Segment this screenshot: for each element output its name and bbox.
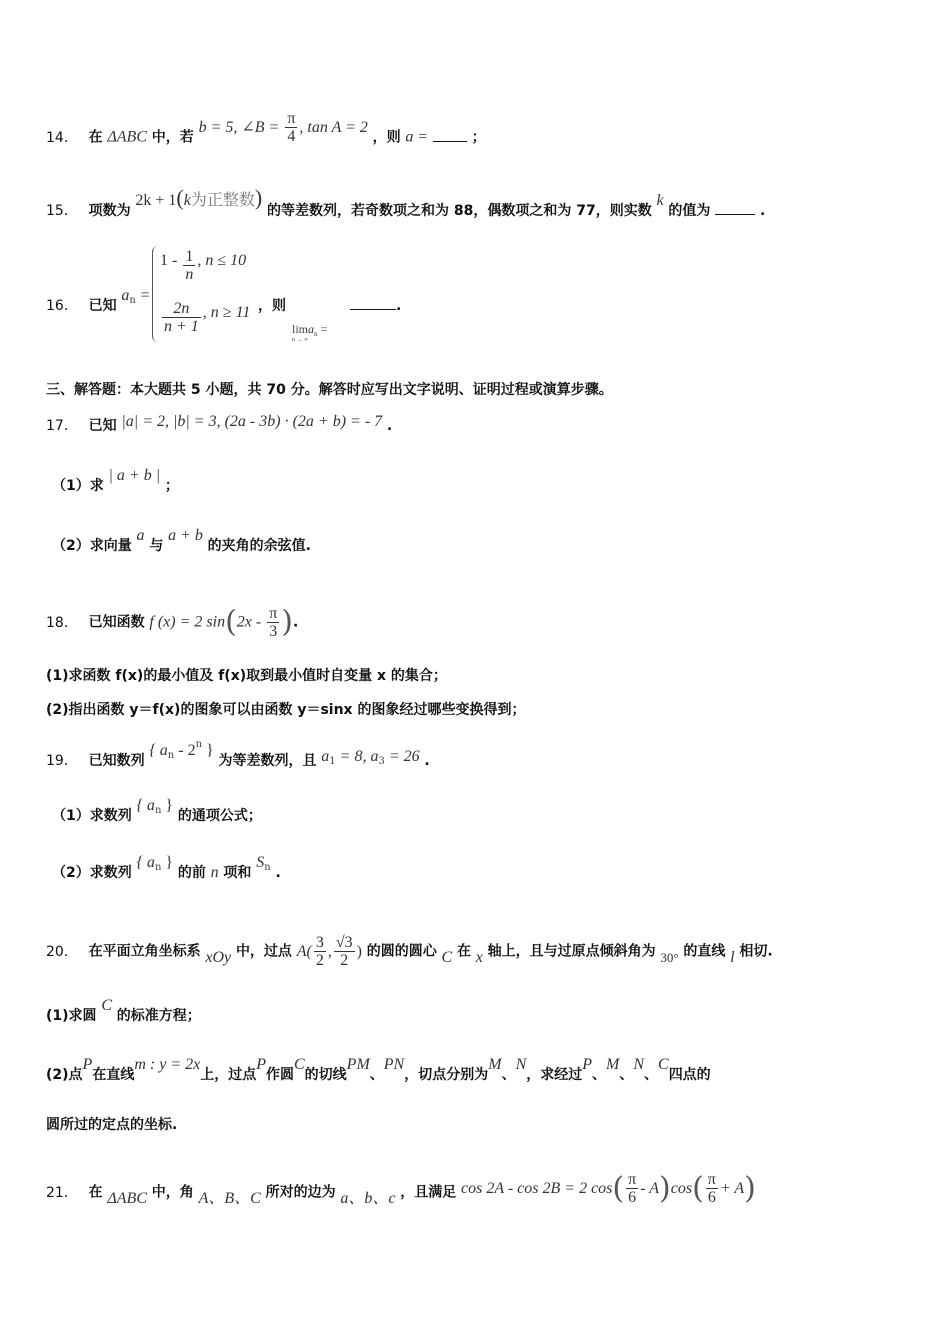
sequence-definition: $a_n$ =	[121, 287, 150, 306]
triangle-symbol: ΔABC	[107, 128, 147, 146]
piece-2: $\frac{2n}{n + 1}$ , n ≥ 11	[164, 300, 251, 335]
question-18-part-1: (1)求函数 f(x)的最小值及 f(x)取到最小值时自变量 x 的集合；	[46, 668, 447, 684]
point-A: A( $\frac{3}{2}$ , $\frac{√3}{2}$ )	[296, 934, 362, 969]
question-number: 18．	[46, 614, 78, 631]
limit-expression: lima$_n$ =	[292, 322, 328, 338]
answer-blank[interactable]	[715, 200, 755, 215]
question-19: 19． 已知数列 { $a_n - 2^n$ } 为等差数列，且 $a_1 = 8$, $a_3 = 26$ .	[46, 739, 430, 769]
question-19-part-1: （1）求数列 { $a_n$ } 的通项公式；	[52, 797, 262, 824]
question-number: 14．	[46, 129, 78, 146]
question-number: 16．	[46, 298, 78, 314]
text: 在	[88, 129, 103, 146]
pi-over-4: $\frac{\pi}{4}$	[287, 110, 296, 145]
variable-k: k	[656, 192, 664, 209]
text: 中，若	[151, 129, 194, 146]
answer-variable: a =	[405, 128, 429, 146]
question-16: 16． 已知 $a_n$ =	[46, 287, 150, 314]
section-3-heading: 三、解答题：本大题共 5 小题，共 70 分。解答时应写出文字说明、证明过程或演算步骤。	[46, 382, 613, 398]
question-21: 21． 在 ΔABC 中，角 A、B、C 所对的边为 a、b、c ，且满足 cos 2A - cos 2B = 2 cos( $\frac{\pi}{6}$ - A)cos( $\frac{\pi}{6}$ + A)	[46, 1170, 756, 1207]
question-20-part-2: (2)点P在直线m : y = 2x上，过点P作圆C的切线PM、PN，切点分别为M、N，求经过P、M、N、C四点的	[46, 1056, 711, 1083]
term-count-formula: 2k + 1(k为正整数)	[135, 185, 263, 210]
question-number: 20．	[46, 943, 78, 960]
question-20-part-1: (1)求圆 C 的标准方程；	[46, 997, 201, 1024]
piecewise-brace	[152, 246, 159, 342]
question-20: 20． 在平面立角坐标系 xOy 中，过点 A( $\frac{3}{2}$ , $\frac{√3}{2}$ ) 的圆的圆心 C 在 x 轴上，且与过原点倾斜角为 30° 的直线 l 相切.	[46, 934, 773, 969]
question-20-part-2-continued: 圆所过的定点的坐标.	[46, 1117, 178, 1133]
question-number: 21．	[46, 1184, 78, 1201]
sequence-expression: { $a_n - 2^n$ }	[149, 739, 214, 761]
vector-magnitude: | a + b |	[108, 467, 161, 484]
question-17-part-2: （2）求向量 a 与 a + b 的夹角的余弦值.	[52, 527, 311, 554]
question-15: 15． 项数为 2k + 1(k为正整数) 的等差数列，若奇数项之和为 88，偶数项之和为 77，则实数 k 的值为 .	[46, 185, 766, 219]
text: ，则	[372, 129, 401, 146]
exam-page: 14． 在 ΔABC 中，若 b = 5, ∠B = $\frac{\pi}{4}$ , tan A = 2 ，则 a = ； 15． 项数为 2k + 1(k为正整数) 的等差数列，若奇数项之和为 88，偶数项之和为 77，则实数 k 的值为 . 16． 已知 $a_n$ = 1 - $\frac{1}{n}$ , n ≤ 10 $\frac{2n}{n + 1}$ , n ≥ 11 ，则 lima$_n$ = n → ∞ . 三、解答题：本大题共 5 小题，共 70 分。解答时应写出文字说明、证明过程或演算步骤。 17． 已知 |a| = 2, |b| = 3, (2a - 3b) · (2a + b) = - 7 . （1）求 | a + b | ； （2）求向量 a 与 a + b 的夹角的余弦值. 18． 已知函数 f (x) = 2 sin(2x - $\frac{\pi}{3}$ ). (1)求函数 f(x)的最小值及 f(x)取到最小值时自变量 x 的集合； (2)指出函数 y＝f(x)的图象可以由函数 y＝sinx 的图象经过哪些变换得到； 19． 已知数列 { $a_n - 2^n$ } 为等差数列，且 $a_1 = 8$, $a_3 = 26$ . （1）求数列 { $a_n$ } 的通项公式； （2）求数列 { $a_n$ } 的前 n 项和 $S_n$ . 20． 在平面立角坐标系 xOy 中，过点 A( $\frac{3}{2}$ , $\frac{√3}{2}$ ) 的圆的圆心 C 在 x 轴上，且与过原点倾斜角为 30° 的直线 l 相切. (1)求圆 C 的标准方程； (2)点P在直线m : y = 2x上，过点P作圆C的切线PM、PN，切点分别为M、N，求经过P、M、N、C四点的 圆所过的定点的坐标. 21． 在 ΔABC 中，角 A、B、C 所对的边为 a、b、c ，且满足 cos 2A - cos 2B = 2 cos( $\frac{\pi}{6}$ - A)cos( $\frac{\pi}{6}$ + A)	[0, 0, 950, 1344]
answer-blank[interactable]	[433, 127, 467, 142]
trig-condition: cos 2A - cos 2B = 2 cos( $\frac{\pi}{6}$ - A)cos( $\frac{\pi}{6}$ + A)	[461, 1170, 756, 1206]
question-17: 17． 已知 |a| = 2, |b| = 3, (2a - 3b) · (2a + b) = - 7 .	[46, 413, 393, 434]
condition-formula: b = 5, ∠B = $\frac{\pi}{4}$ , tan A = 2	[198, 110, 368, 145]
question-18: 18． 已知函数 f (x) = 2 sin(2x - $\frac{\pi}{3}$ ).	[46, 604, 299, 640]
question-19-part-2: （2）求数列 { $a_n$ } 的前 n 项和 $S_n$ .	[52, 854, 281, 881]
question-number: 17．	[46, 418, 78, 434]
given-condition: |a| = 2, |b| = 3, (2a - 3b) · (2a + b) = - 7	[121, 413, 383, 430]
question-number: 19．	[46, 753, 78, 769]
function-formula: f (x) = 2 sin	[149, 613, 226, 631]
question-18-part-2: (2)指出函数 y＝f(x)的图象可以由函数 y＝sinx 的图象经过哪些变换得到；	[46, 702, 526, 718]
answer-blank[interactable]	[350, 295, 396, 310]
given-terms: $a_1 = 8$, $a_3 = 26$	[321, 748, 420, 767]
question-number: 15．	[46, 203, 78, 219]
question-17-part-1: （1）求 | a + b | ；	[52, 467, 179, 494]
piece-1: 1 - $\frac{1}{n}$ , n ≤ 10	[160, 248, 247, 283]
question-14: 14． 在 ΔABC 中，若 b = 5, ∠B = $\frac{\pi}{4}$ , tan A = 2 ，则 a = ；	[46, 110, 486, 146]
